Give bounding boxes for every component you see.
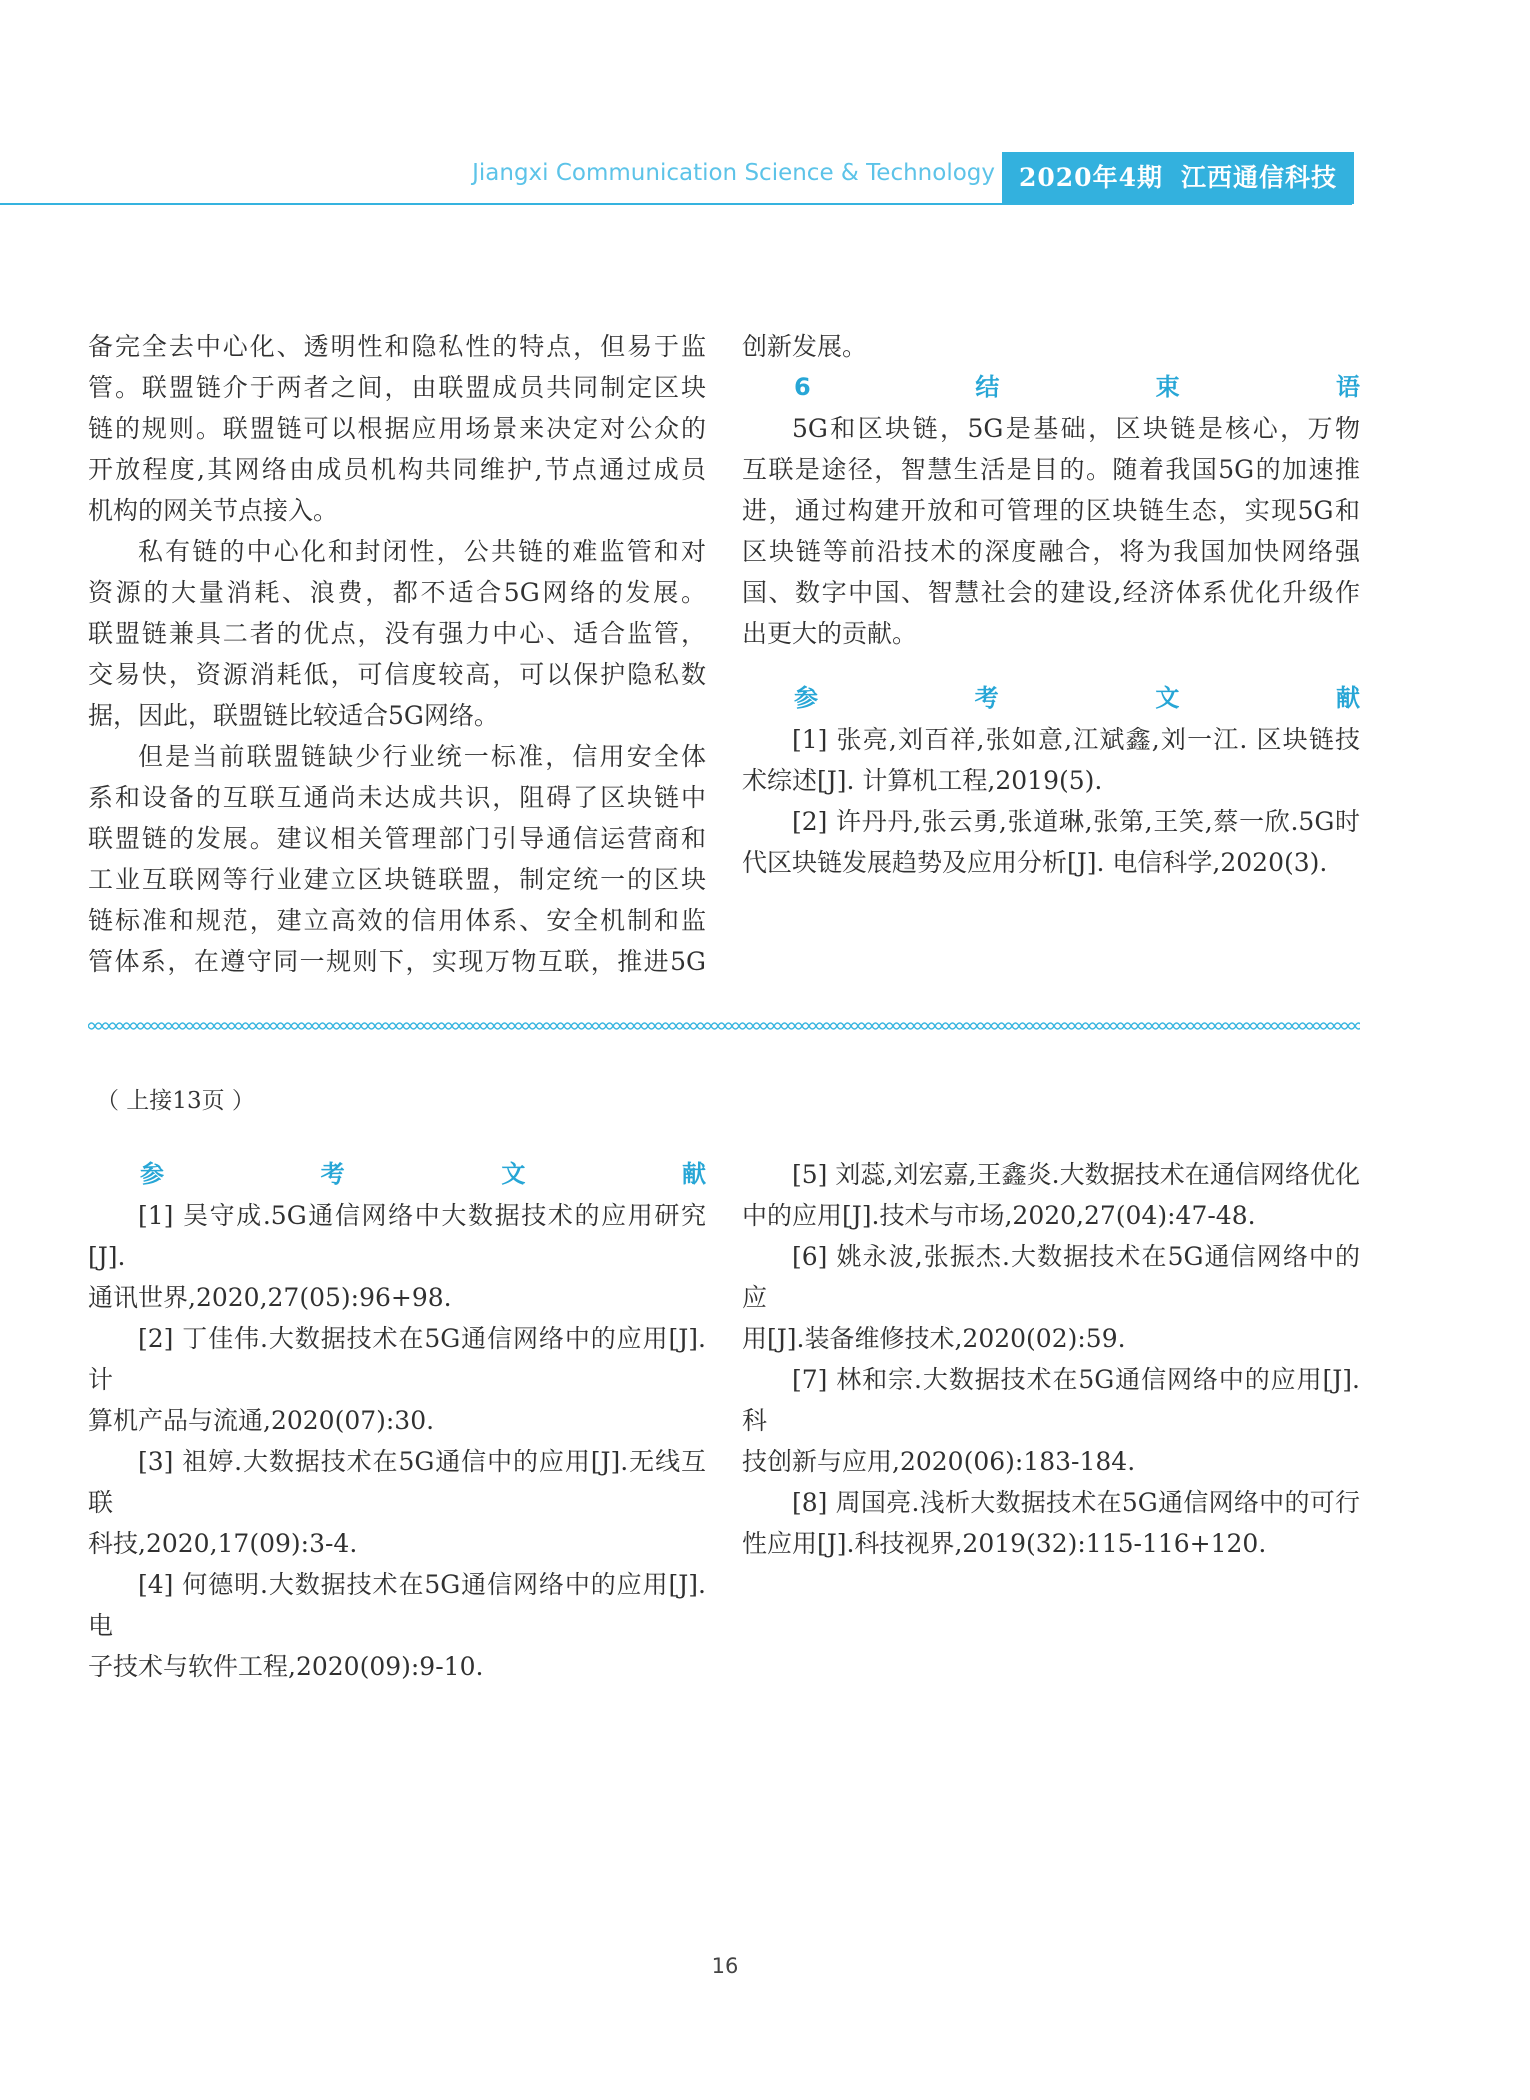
reference-line: [8] 周国亮.浅析大数据技术在5G通信网络中的可行 [792,1488,1360,1517]
reference-line: 算机产品与流通,2020(07):30. [88,1406,435,1435]
body-line: 机构的网关节点接入。 [88,496,339,525]
reference-line: 通讯世界,2020,27(05):96+98. [88,1283,452,1312]
body-line: 备完全去中心化、透明性和隐私性的特点，但易于监 [88,332,706,361]
body-line: 管。联盟链介于两者之间，由联盟成员共同制定区块 [88,373,706,402]
body-line: 互联是途径，智慧生活是目的。随着我国5G的加速推 [742,455,1360,484]
reference-line: [2] 许丹丹,张云勇,张道琳,张第,王笑,蔡一欣.5G时 [792,807,1360,836]
reference-line: [7] 林和宗.大数据技术在5G通信网络中的应用[J].科 [742,1365,1360,1435]
body-line: 资源的大量消耗、浪费，都不适合5G网络的发展。 [88,578,706,607]
reference-line: 子技术与软件工程,2020(09):9-10. [88,1652,484,1681]
body-line: 链的规则。联盟链可以根据应用场景来决定对公众的 [88,414,706,443]
reference-line: 代区块链发展趋势及应用分析[J]. 电信科学,2020(3). [742,848,1328,877]
body-line: 开放程度,其网络由成员机构共同维护,节点通过成员 [88,455,706,484]
issue-label: 2020年4期 [1019,163,1163,192]
lower-column-left [88,1154,706,1687]
conclusion-heading: 6 结束语 [794,373,1360,401]
journal-issue-banner [1002,152,1354,204]
references-heading: 参考文献 [140,1160,706,1188]
reference-line: 技创新与应用,2020(06):183-184. [742,1447,1136,1476]
journal-chinese-title: 江西通信科技 [1180,163,1337,192]
page-number: 16 [711,1954,739,1978]
reference-line: 术综述[J]. 计算机工程,2019(5). [742,766,1103,795]
body-line: 交易快，资源消耗低，可信度较高，可以保护隐私数 [88,660,706,689]
reference-line: [6] 姚永波,张振杰.大数据技术在5G通信网络中的应 [742,1242,1360,1312]
continued-from-note: （ 上接13页 ） [96,1088,255,1114]
reference-line: 性应用[J].科技视界,2019(32):115-116+120. [742,1529,1267,1558]
reference-line: 科技,2020,17(09):3-4. [88,1529,358,1558]
journal-english-title: Jiangxi Communication Science & Technology [472,160,995,186]
body-line: 据，因此，联盟链比较适合5G网络。 [88,701,499,730]
body-line: 区块链等前沿技术的深度融合，将为我国加快网络强 [742,537,1360,566]
body-line: 但是当前联盟链缺少行业统一标准，信用安全体 [138,742,706,771]
body-line: 管体系，在遵守同一规则下，实现万物互联，推进5G [88,947,706,976]
reference-line: [3] 祖婷.大数据技术在5G通信中的应用[J].无线互联 [88,1447,706,1517]
reference-line: [5] 刘蕊,刘宏嘉,王鑫炎.大数据技术在通信网络优化 [792,1160,1360,1189]
body-line: 工业互联网等行业建立区块链联盟，制定统一的区块 [88,865,706,894]
reference-line: 用[J].装备维修技术,2020(02):59. [742,1324,1126,1353]
reference-line: [1] 张亮,刘百祥,张如意,江斌鑫,刘一江. 区块链技 [792,725,1360,754]
references-heading: 参考文献 [794,684,1360,712]
body-line: 国、数字中国、智慧社会的建设,经济体系优化升级作 [742,578,1360,607]
body-line: 私有链的中心化和封闭性，公共链的难监管和对 [138,537,706,566]
body-line: 联盟链兼具二者的优点，没有强力中心、适合监管， [88,619,706,648]
body-line: 5G和区块链，5G是基础，区块链是核心，万物 [792,414,1360,443]
body-column-right [742,326,1360,883]
body-line: 进，通过构建开放和可管理的区块链生态，实现5G和 [742,496,1360,525]
body-line: 链标准和规范，建立高效的信用体系、安全机制和监 [88,906,706,935]
body-line: 联盟链的发展。建议相关管理部门引导通信运营商和 [88,824,706,853]
reference-line: [4] 何德明.大数据技术在5G通信网络中的应用[J].电 [88,1570,706,1640]
reference-line: [1] 吴守成.5G通信网络中大数据技术的应用研究[J]. [88,1201,706,1271]
body-line: 出更大的贡献。 [742,619,918,648]
lower-column-right [742,1154,1360,1564]
body-line: 系和设备的互联互通尚未达成共识，阻碍了区块链中 [88,783,706,812]
wave-divider [88,1020,1360,1032]
reference-line: 中的应用[J].技术与市场,2020,27(04):47-48. [742,1201,1256,1230]
body-column-left [88,326,706,982]
body-line: 创新发展。 [742,332,868,361]
reference-line: [2] 丁佳伟.大数据技术在5G通信网络中的应用[J].计 [88,1324,706,1394]
